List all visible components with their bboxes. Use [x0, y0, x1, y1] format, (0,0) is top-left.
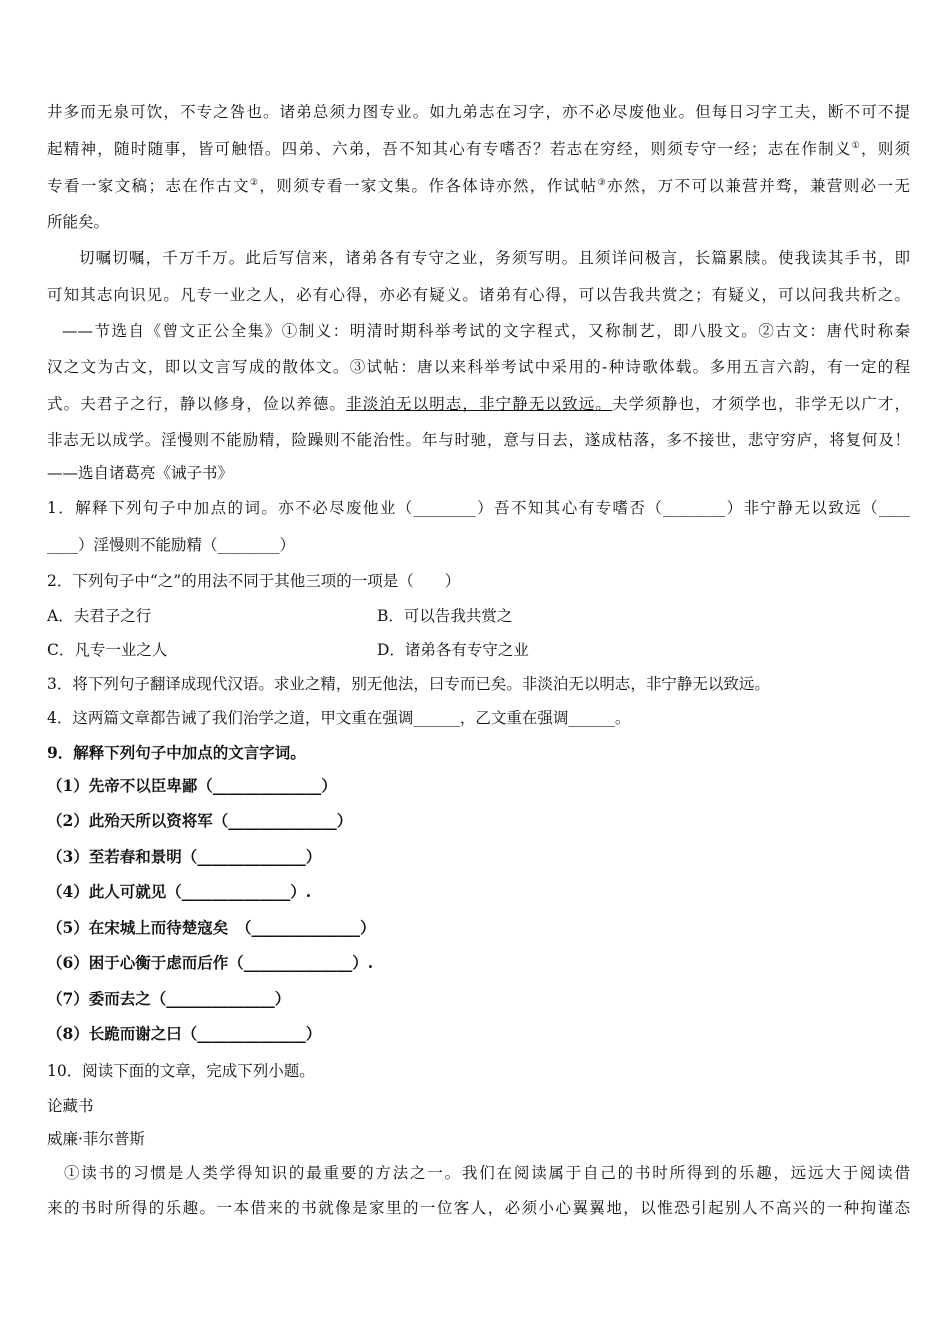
question-9-item-3: （3）至若春和景明（______________） [47, 847, 322, 866]
passage-jia-line-2: 起精神，随时随事，皆可触悟。四弟、六弟，吾不知其心有专嗜否？若志在穷经，则须专守一经；志在作制义①，则须 [47, 140, 910, 158]
question-9-item-8: （8）长跪而谢之曰（______________） [47, 1024, 322, 1043]
question-9-item-4: （4）此人可就见（______________）. [47, 882, 312, 901]
question-9-item-5: （5）在宋城上而待楚寇矣 （______________） [47, 918, 376, 937]
passage-jia-line-3: 专看一家文稿；志在作古文②，则须专看一家文集。作各体诗亦然，作试帖③亦然，万不可以兼营并骛，兼营则必一无 [47, 177, 910, 195]
passage-yi-line-1: 式。夫君子之行，静以修身，俭以养德。非淡泊无以明志，非宁静无以致远。夫学须静也，才须学也，非学无以广才， [47, 395, 910, 413]
question-9-item-6: （6）困于心衡于虑而后作（______________）. [47, 953, 374, 972]
option-a: A．夫君子之行 [47, 607, 152, 625]
passage-jia-footnote-line: 汉之文为古文，即以文言写成的散体文。③试帖：唐以来科举考试中采用的-种诗歌体载。多用五言六韵，有一定的程 [47, 358, 910, 376]
option-c: C．凡专一业之人 [47, 641, 168, 659]
footnote-marker-1: ① [851, 141, 861, 151]
question-10-intro: 10．阅读下面的文章，完成下列小题。 [47, 1062, 315, 1080]
question-1-line-1: 1．解释下列句子中加点的词。亦不必尽废他业（________）吾不知其心有专嗜否（________）非宁静无以致远（____ [47, 499, 910, 517]
option-d: D．诸弟各有专守之业 [377, 641, 529, 659]
underlined-sentence: 非淡泊无以明志，非宁静无以致远。 [346, 395, 612, 413]
article-author: 威廉·菲尔普斯 [47, 1130, 145, 1148]
passage-jia-source-line: ——节选自《曾文正公全集》①制义：明清时期科举考试的文字程式，又称制艺，即八股文。②古文：唐代时称秦 [62, 322, 910, 340]
passage-jia-line-5: 切嘱切嘱，千万千万。此后写信来，诸弟各有专守之业，务须写明。且须详问极言，长篇累牍。使我读其手书，即 [79, 249, 910, 267]
question-9-title: 9．解释下列句子中加点的文言字词。 [47, 743, 306, 762]
question-2-stem: 2．下列句子中“之”的用法不同于其他三项的一项是（ ） [47, 572, 461, 590]
question-3: 3．将下列句子翻译成现代汉语。求业之精，别无他法，曰专而已矣。非淡泊无以明志，非宁静无以致远。 [47, 675, 770, 693]
article-paragraph-line-2: 来的书时所得的乐趣。一本借来的书就像是家里的一位客人，必须小心翼翼地，以惟恐引起别人不高兴的一种拘谨态 [47, 1199, 910, 1217]
passage-yi-line-2: 非志无以成学。淫慢则不能励精，险躁则不能治性。年与时驰，意与日去，遂成枯落，多不接世，悲守穷庐，将复何及！ [47, 431, 910, 449]
option-b: B．可以告我共赏之 [377, 607, 513, 625]
article-title: 论藏书 [47, 1097, 94, 1115]
passage-jia-line-4: 所能矣。 [47, 213, 110, 231]
passage-jia-line-1: 井多而无泉可饮，不专之咎也。诸弟总须力图专业。如九弟志在习字，亦不必尽废他业。但每日习字工夫，断不可不提 [47, 103, 910, 121]
question-1-line-2: ____）淫慢则不能励精（________） [47, 536, 296, 554]
question-4: 4．这两篇文章都告诫了我们治学之道，甲文重在强调______，乙文重在强调______。 [47, 709, 631, 727]
question-2-options-row-1 [47, 605, 910, 627]
footnote-marker-2: ② [249, 178, 260, 188]
question-9-item-1: （1）先帝不以臣卑鄙（______________） [47, 776, 337, 795]
question-9-item-7: （7）委而去之（______________） [47, 989, 291, 1008]
passage-yi-source: ——选自诸葛亮《诫子书》 [47, 464, 234, 482]
passage-jia-line-6: 可知其志向识见。凡专一业之人，必有心得，亦必有疑义。诸弟有心得，可以告我共赏之；有疑义，可以问我共析之。 [47, 286, 910, 304]
article-paragraph-line-1: ①读书的习惯是人类学得知识的最重要的方法之一。我们在阅读属于自己的书时所得到的乐趣，远远大于阅读借 [64, 1164, 910, 1182]
question-9-item-2: （2）此殆天所以资将军（______________） [47, 811, 353, 830]
question-2-options-row-2 [47, 639, 910, 661]
footnote-marker-3: ③ [597, 178, 608, 188]
